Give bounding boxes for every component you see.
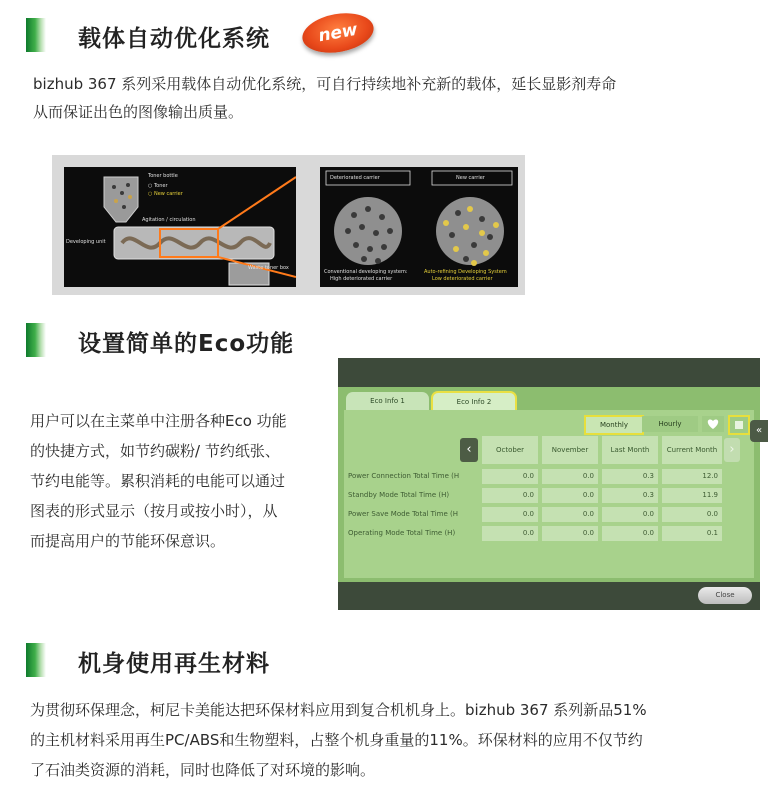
cell-value: 11.9	[662, 488, 722, 503]
row-label-standby: Standby Mode Total Time (H)	[348, 491, 450, 499]
label-deteriorated-carrier: Deteriorated carrier	[330, 175, 380, 181]
label-conventional-2: High deteriorated carrier	[330, 276, 393, 282]
cell-value: 0.0	[662, 507, 722, 522]
cell-value: 0.0	[542, 526, 598, 541]
section-marker	[26, 18, 46, 52]
cell-value: 0.0	[542, 469, 598, 484]
label-toner: ○ Toner	[148, 183, 168, 189]
section-marker	[26, 643, 46, 677]
close-button[interactable]: Close	[698, 587, 752, 604]
cell-value: 0.0	[482, 526, 538, 541]
eco-info-panel	[338, 358, 763, 610]
cell-value: 0.0	[602, 507, 658, 522]
eco-description	[30, 406, 332, 556]
panel-top-bar	[338, 358, 760, 387]
eco-line-5: 而提高用户的节能环保意识。	[30, 532, 226, 550]
recycled-line-2: 的主机材料采用再生PC/ABS和生物塑料，占整个机身重量的11%。环保材料的应用不仅节约	[30, 731, 643, 749]
label-waste-box: Waste toner box	[248, 265, 289, 271]
previous-page-button[interactable]: ‹	[460, 438, 478, 462]
cell-value: 0.0	[542, 488, 598, 503]
cell-value: 0.3	[602, 469, 658, 484]
cell-value: 0.1	[662, 526, 722, 541]
column-header-current-month: Current Month	[662, 436, 722, 464]
cell-value: 0.0	[482, 488, 538, 503]
section-title-carrier: 载体自动优化系统	[78, 26, 270, 52]
cell-value: 12.0	[662, 469, 722, 484]
eco-line-1: 用户可以在主菜单中注册各种Eco 功能	[30, 412, 287, 430]
recycled-line-3: 了石油类资源的消耗，同时也降低了对环境的影响。	[30, 761, 376, 779]
carrier-line-2: 从而保证出色的图像输出质量。	[33, 103, 244, 121]
label-conventional-1: Conventional developing system:	[324, 269, 408, 275]
heart-icon[interactable]	[702, 416, 724, 432]
cell-value: 0.0	[542, 507, 598, 522]
tab-eco-info-2[interactable]: Eco Info 2	[431, 391, 517, 411]
section-title-eco: 设置简单的Eco功能	[78, 331, 295, 357]
carrier-description	[33, 70, 753, 126]
column-header-november: November	[542, 436, 598, 464]
hourly-toggle[interactable]: Hourly	[642, 416, 698, 432]
row-label-power-connection: Power Connection Total Time (H	[348, 472, 460, 480]
row-label-power-save: Power Save Mode Total Time (H	[348, 510, 459, 518]
eco-line-2: 的快捷方式，如节约碳粉/ 节约纸张、	[30, 442, 280, 460]
monthly-toggle[interactable]: Monthly	[584, 415, 644, 435]
recycled-line-1: 为贯彻环保理念，柯尼卡美能达把环保材料应用到复合机机身上。bizhub 367 系列新品51%	[30, 701, 647, 719]
cell-value: 0.0	[482, 507, 538, 522]
label-developing-unit: Developing unit	[66, 239, 106, 245]
carrier-comparison	[320, 167, 518, 287]
section-marker	[26, 323, 46, 357]
column-header-october: October	[482, 436, 538, 464]
section-title-recycled: 机身使用再生材料	[78, 651, 270, 677]
panel-bottom-bar	[338, 582, 760, 610]
cell-value: 0.3	[602, 488, 658, 503]
label-new-carrier: New carrier	[456, 175, 485, 181]
label-auto-1: Auto-refining Developing System	[424, 269, 507, 275]
collapse-panel-button[interactable]: «	[750, 420, 768, 442]
developing-diagram	[64, 167, 296, 287]
eco-line-4: 图表的形式显示（按月或按小时），从	[30, 502, 278, 520]
next-page-button[interactable]: ›	[724, 438, 740, 462]
label-agitation: Agitation / circulation	[142, 217, 196, 223]
column-header-last-month: Last Month	[602, 436, 658, 464]
recycled-description	[30, 695, 770, 785]
row-label-operating: Operating Mode Total Time (H)	[348, 529, 456, 537]
tab-eco-info-1[interactable]: Eco Info 1	[346, 392, 429, 410]
eco-line-3: 节约电能等。累积消耗的电能可以通过	[30, 472, 286, 490]
label-auto-2: Low deteriorated carrier	[432, 276, 493, 282]
cell-value: 0.0	[482, 469, 538, 484]
cell-value: 0.0	[602, 526, 658, 541]
carrier-line-1: bizhub 367 系列采用载体自动优化系统，可自行持续地补充新的载体，延长显影剂寿命	[33, 75, 617, 93]
label-toner-bottle: Toner bottle	[148, 173, 178, 179]
label-new-carrier-legend: ○ New carrier	[148, 191, 183, 197]
carrier-figure	[52, 155, 525, 295]
new-badge: new	[299, 8, 377, 58]
grid-icon[interactable]	[728, 415, 750, 435]
